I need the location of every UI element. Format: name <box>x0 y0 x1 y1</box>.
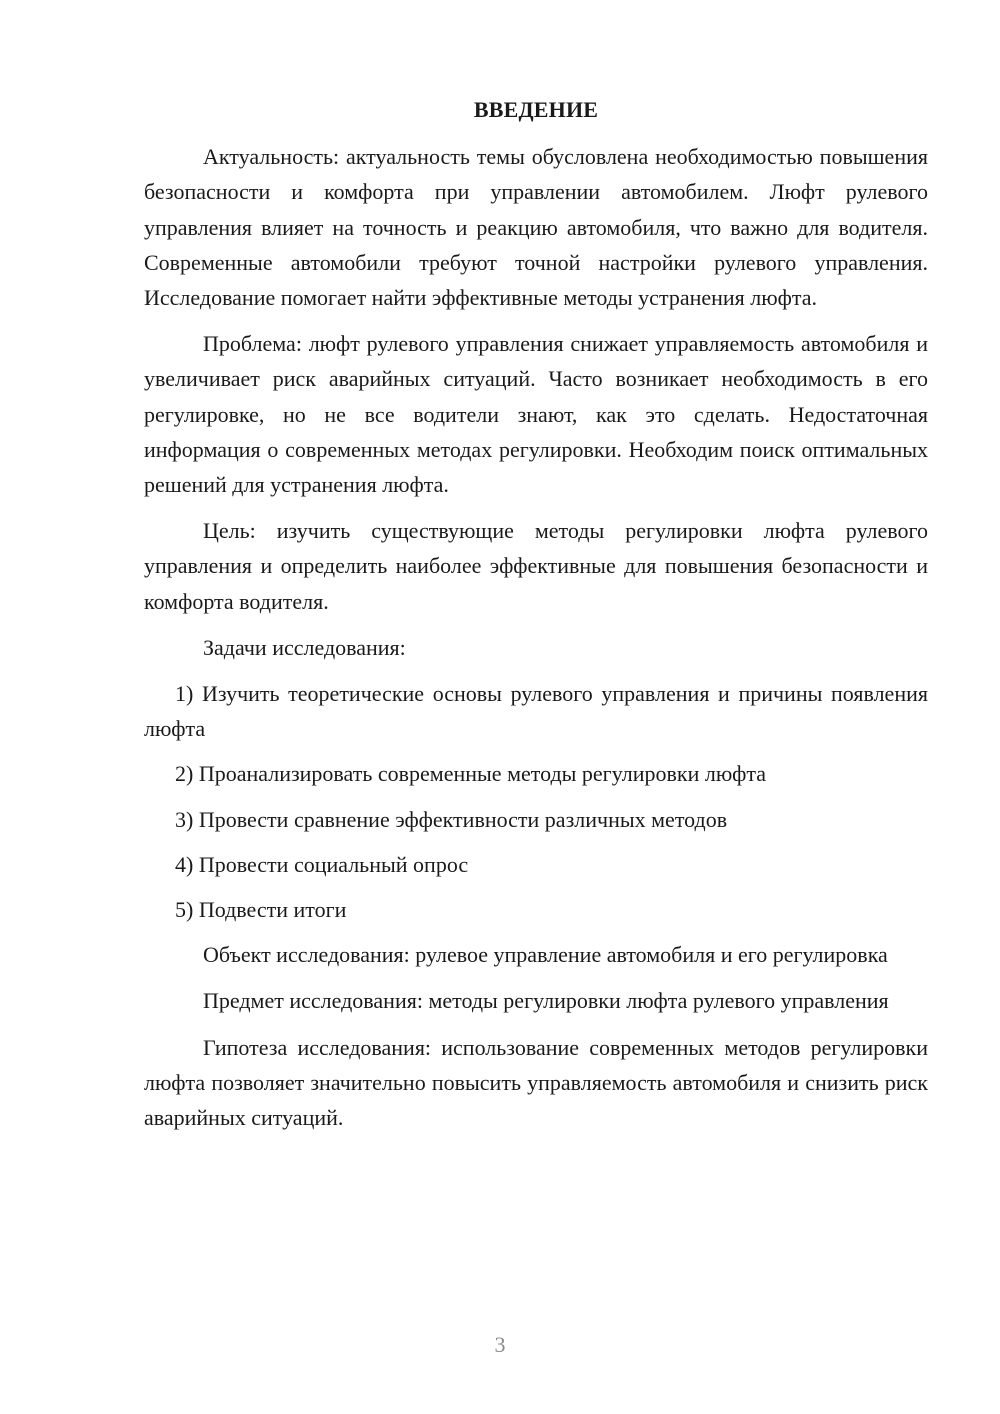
page-content <box>144 92 928 1146</box>
tasks-heading: Задачи исследования: <box>203 634 406 660</box>
tasks-list <box>144 676 928 927</box>
paragraph-problem: Проблема: люфт рулевого управления снижает управляемость автомобиля и увеличивает риск аварийных ситуаций. Часто возникает необходимость в его регулировке, но не все водители знают, как это сделать. Недостаточная информация о современных методах регулировки. Необходим поиск оптимальных решений для устранения люфта. <box>144 331 928 498</box>
paragraph-relevance: Актуальность: актуальность темы обусловлена необходимостью повышения безопасности и комфорта при управлении автомобилем. Люфт рулевого управления влияет на точность и реакцию автомобиля, что важно для водителя. Современные автомобили требуют точной настройки рулевого управления. Исследование помогает найти эффективные методы устранения люфта. <box>144 144 928 311</box>
page-number: 3 <box>494 1332 506 1357</box>
paragraph-hypothesis: Гипотеза исследования: использование современных методов регулировки люфта позволяет значительно повысить управляемость автомобиля и снизить риск аварийных ситуаций. <box>144 1034 928 1131</box>
page-title: ВВЕДЕНИЕ <box>473 97 599 122</box>
paragraph-object: Объект исследования: рулевое управление автомобиля и его регулировка <box>203 942 888 968</box>
list-item: 3) Провести сравнение эффективности различных методов <box>175 806 728 832</box>
paragraph-goal: Цель: изучить существующие методы регулировки люфта рулевого управления и определить наиболее эффективные для повышения безопасности и комфорта водителя. <box>144 518 928 614</box>
list-item: 4) Провести социальный опрос <box>175 851 469 877</box>
list-item: 2) Проанализировать современные методы регулировки люфта <box>175 761 767 787</box>
list-item: 1) Изучить теоретические основы рулевого управления и причины появления люфта <box>144 681 928 742</box>
list-item: 5) Подвести итоги <box>175 897 347 923</box>
paragraph-subject: Предмет исследования: методы регулировки люфта рулевого управления <box>203 988 889 1014</box>
